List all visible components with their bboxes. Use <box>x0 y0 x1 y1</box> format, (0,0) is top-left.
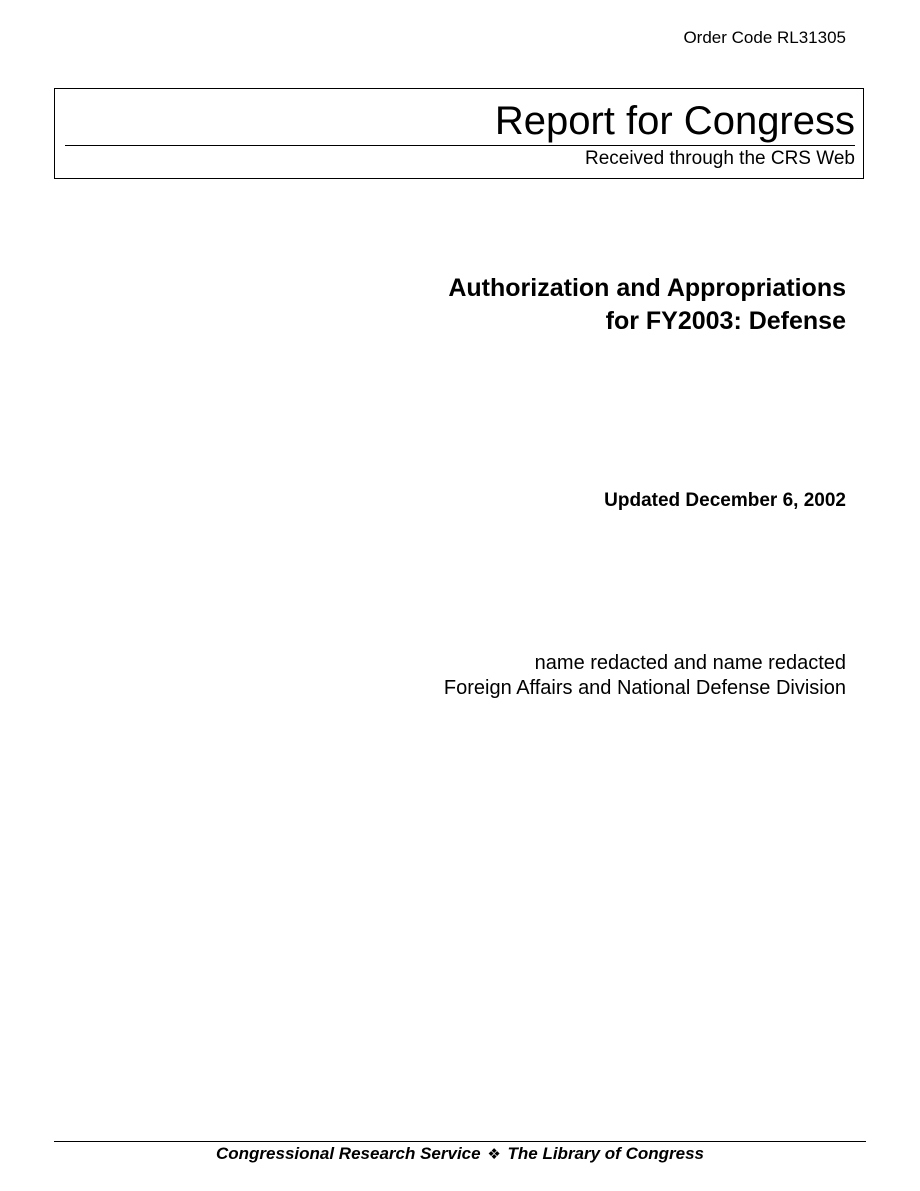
footer-library: The Library of Congress <box>507 1144 704 1163</box>
author-block <box>444 651 846 701</box>
footer-crs: Congressional Research Service <box>216 1144 481 1163</box>
header-divider <box>65 145 855 146</box>
report-header-box <box>54 88 864 179</box>
document-title-line-1: Authorization and Appropriations <box>448 274 846 302</box>
document-title-line-2: for FY2003: Defense <box>605 307 846 335</box>
author-names: name redacted and name redacted <box>534 652 846 674</box>
footer-divider <box>54 1141 866 1142</box>
received-note: Received through the CRS Web <box>584 148 855 169</box>
author-division: Foreign Affairs and National Defense Division <box>443 677 846 699</box>
document-title <box>448 272 846 338</box>
order-code: Order Code RL31305 <box>683 28 846 47</box>
footer <box>54 1143 866 1165</box>
four-diamond-ornament-icon: ❖ <box>487 1145 501 1163</box>
report-title: Report for Congress <box>494 99 855 143</box>
updated-date: Updated December 6, 2002 <box>604 490 846 511</box>
